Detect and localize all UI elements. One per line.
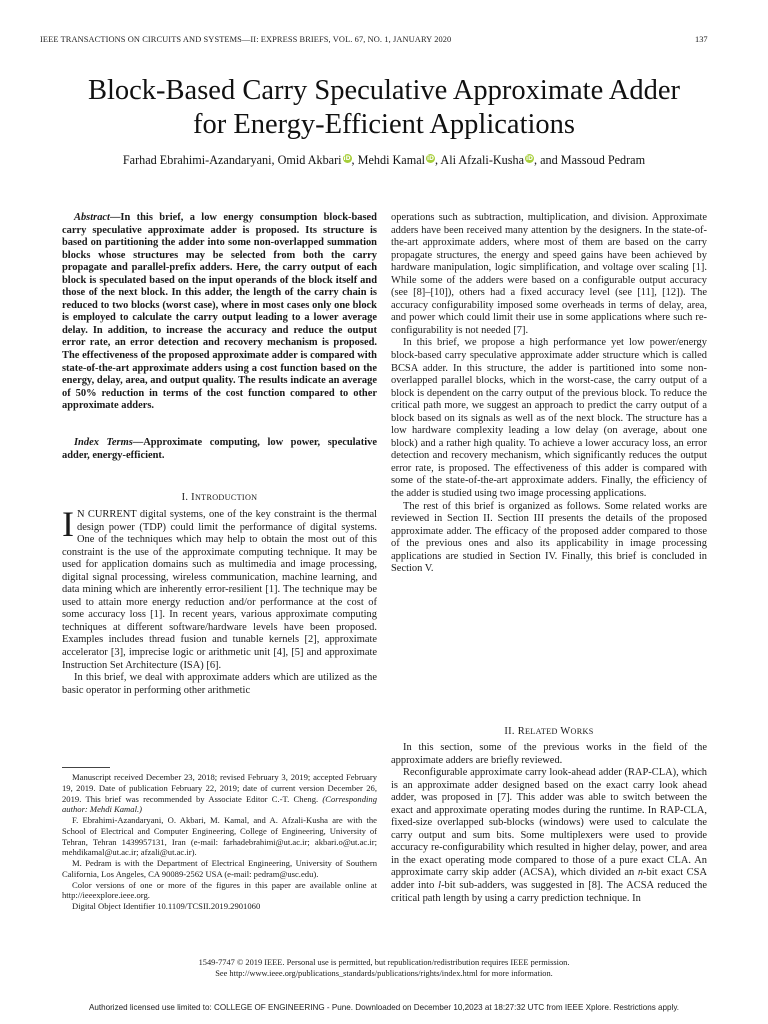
- copyright-line-2: See http://www.ieee.org/publications_standards/publications/rights/index.html for more information.: [215, 968, 553, 978]
- related-paragraph-2: Reconfigurable approximate carry look-ahead adder (RAP-CLA), which is an approximate adder designed based on the exact carry look ahead adder, was proposed in [7]. This adder was able to switch between the exact and approximate operating modes during the runtime. In RAP-CLA, fixed-size overlapped sub-blocks (windows) were used to calculate the carry output and sum bits. Some multiplexers were used to provide accuracy re-configurability which resulted in higher delay, power, and area in the exact operating mode compared to those of a pure exact CLA. An approximate carry skip adder (ACSA), which divided an n-bit exact CSA adder into l-bit sub-adders, was suggested in [8]. The ACSA reduced the critical path length by using a carry prediction technique. In: [391, 767, 707, 904]
- section-heading-related-works: II. RELATED WORKS: [504, 726, 594, 737]
- abstract-text: —In this brief, a low energy consumption block-based carry speculative approximate adder is proposed. Its structure is based on partitioning the adder into some non-overlapped summation blocks whose structures may be selected from both the carry propagate and parallel-prefix adders. Here, the carry output of each block is speculated based on the input operands of the block itself and those of the next block. In this adder, the length of the carry chain is reduced to two blocks (worst case), where in most cases only one block is employed to calculate the carry output leading to a lower average delay. In addition, to increase the accuracy and reduce the output error rate, an error detection and recovery mechanism is proposed. The effectiveness of the proposed approximate adder is compared with state-of-the-art approximate adders using a cost function based on the energy, delay, area, and output quality. The results indicate an average of 50% reduction in terms of the cost function compared to other approximate adders.: [62, 212, 377, 412]
- section-heading-introduction: I. INTRODUCTION: [181, 492, 258, 503]
- intro-paragraph-3: In this brief, we propose a high performance yet low power/energy block-based carry speculative approximate adder structure which is called BCSA adder. In this structure, the adder is partitioned into some non-overlapped parallel blocks, which in the worst-case, the carry output of a block is dependent on the carry output of the previous block. To reduce the critical path more, we suggest an approach to predict the carry output of a block based on its signals as well as of the next block. The structure has a low hardware complexity leading a low delay (on average, about one block) and a rather high quality. To achieve a lower accuracy loss, an error detection and recovery mechanism, which significantly reduces the output error rate, is proposed. The effectiveness of this adder is compared with some of the state-of-the-art approximate adders. Finally, the efficiency of the adder is studied using two image processing applications.: [391, 337, 707, 500]
- author-name: Omid Akbari: [277, 153, 342, 167]
- footnotes: [62, 772, 377, 912]
- orcid-icon[interactable]: iD: [526, 155, 534, 162]
- copyright-notice: [0, 958, 768, 980]
- introduction-body: [62, 504, 377, 697]
- related-works-body: [391, 742, 707, 905]
- drop-cap: I: [62, 504, 74, 544]
- copyright-line-1: 1549-7747 © 2019 IEEE. Personal use is permitted, but republication/redistribution requires IEEE permission.: [198, 958, 570, 967]
- title-line-1: Block-Based Carry Speculative Approximate Adder: [87, 75, 680, 106]
- author-name: Massoud Pedram: [560, 153, 646, 167]
- author-name: Ali Afzali-Kusha: [440, 153, 525, 167]
- footnote-rule: [62, 767, 110, 768]
- index-terms-text: —Approximate computing, low power, speculative adder, energy-efficient.: [62, 437, 378, 461]
- author-name: Mehdi Kamal: [357, 153, 425, 167]
- title-line-2: for Energy-Efficient Applications: [192, 109, 575, 140]
- abstract: [62, 212, 377, 413]
- right-column-body: [391, 212, 707, 576]
- running-head: [40, 35, 680, 44]
- affiliation-note-1: F. Ebrahimi-Azandaryani, O. Akbari, M. Kamal, and A. Afzali-Kusha are with the School of Electrical and Computer Engineering, College of Engineering, University of Tehran, Tehran 1439957131, Iran (e-mail: farhadebrahimi@ut.ac.ir; akbari.o@ut.ac.ir; mehdikamal@ut.ac.ir; afzali@ut.ac.ir).: [62, 815, 377, 858]
- intro-paragraph-4: The rest of this brief is organized as follows. Some related works are reviewed in Section II. Section III presents the details of the proposed approximate adder. The efficacy of the proposed adder compared to those of the previous ones and also its applicability in image processing applications are studied in Section IV. Finally, this brief is concluded in Section V.: [391, 500, 707, 575]
- affiliation-note-2: M. Pedram is with the Department of Electrical Engineering, University of Southern California, Los Angeles, CA 90089-2562 USA (e-mail: pedram@usc.edu).: [62, 858, 377, 879]
- color-figures-note: Color versions of one or more of the figures in this paper are available online at http://ieeexplore.ieee.org.: [62, 879, 377, 901]
- manuscript-note: Manuscript received December 23, 2018; revised February 3, 2019; accepted February 19, 2019. Date of publication February 22, 2019; date of current version December 26, 2019. This brief was recommended by Associate Editor C.-T. Cheng.: [62, 772, 377, 804]
- intro-paragraph-continued: operations such as subtraction, multiplication, and division. Approximate adders have been received many attention by the designers. In the state-of-the-art approximate adders, where most of them are based on the carry propagate structures, the energy and speed gains have been achieved by hardware manipulation, logic simplification, and voltage over scaling [1]. While some of the adders were based on a configurable output accuracy (see [8]–[10]), others had a fixed accuracy level (see [11], [12]). The accuracy configurability imposed some overheads in terms of delay, area, and power which could limit their use in some applications where such re-configurability is not needed [7].: [391, 212, 707, 336]
- index-terms: [62, 437, 377, 462]
- author-name: Farhad Ebrahimi-Azandaryani: [122, 153, 272, 167]
- author-list: Farhad Ebrahimi-Azandaryani, Omid Akbari iD, Mehdi Kamal iD, Ali Afzali-Kusha iD, and Massoud Pedram: [122, 153, 646, 167]
- paper-title: [0, 74, 768, 142]
- intro-paragraph-2: In this brief, we deal with approximate adders which are utilized as the basic operator in performing other arithmetic: [62, 672, 377, 696]
- corresponding-author: (Corresponding author: Mehdi Kamal.): [62, 793, 377, 815]
- page-number: 137: [695, 35, 708, 44]
- orcid-icon[interactable]: iD: [343, 155, 351, 162]
- index-terms-label: Index Terms: [74, 437, 133, 448]
- intro-paragraph-1: N CURRENT digital systems, one of the key constraint is the thermal design power (TDP) could limit the performance of digital systems. One of the techniques which may help to obtain the most out of this constraint is the use of the approximate computing technique. It may be used for application domains such as multimedia and image processing, digital signal processing, wireless communication, machine learning, and data mining which are inherently error-resilient [1]. The technique may be used to attain more energy reduction and/or performance at the cost of some accuracy loss [1]. In recent years, various approximate computing techniques at different software/hardware levels have been proposed. Examples includes thread fusion and tunable kernels [2], approximate accelerator [3], imprecise logic or arithmetic unit [4], [5] and approximate Instruction Set Architecture (ISA) [6].: [62, 509, 377, 671]
- doi-note: Digital Object Identifier 10.1109/TCSII.2019.2901060: [72, 901, 261, 911]
- license-footer: Authorized licensed use limited to: COLLEGE OF ENGINEERING - Pune. Downloaded on December 10,2023 at 18:27:32 UTC from IEEE Xplore. Restrictions apply.: [88, 1003, 680, 1012]
- journal-name: IEEE TRANSACTIONS ON CIRCUITS AND SYSTEMS—II: EXPRESS BRIEFS, VOL. 67, NO. 1, JANUARY 2020: [40, 35, 452, 44]
- related-paragraph-1: In this section, some of the previous works in the field of the approximate adders are briefly reviewed.: [391, 742, 707, 766]
- abstract-label: Abstract: [74, 212, 110, 223]
- orcid-icon[interactable]: iD: [426, 155, 435, 162]
